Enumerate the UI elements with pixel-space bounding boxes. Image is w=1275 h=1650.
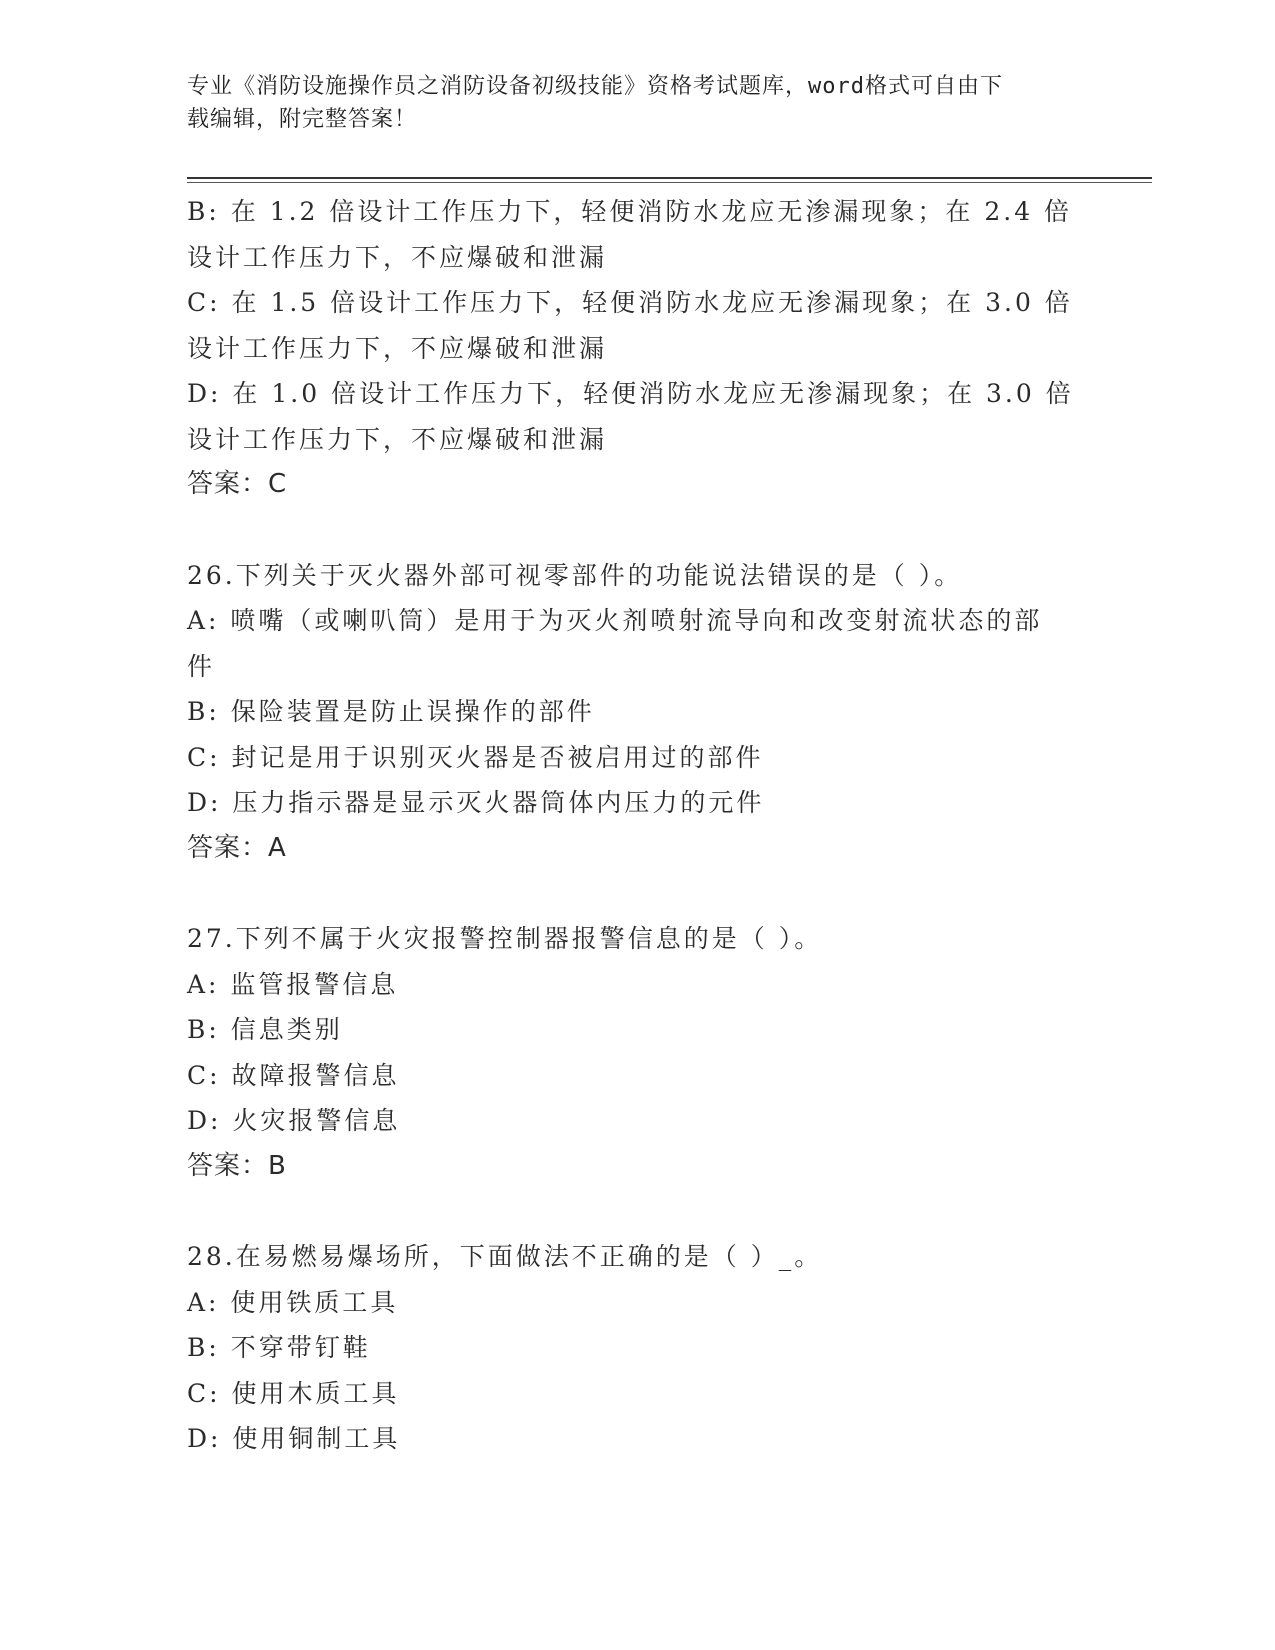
option-b-line-2: 设计工作压力下，不应爆破和泄漏	[187, 242, 608, 272]
option-a-line-1: A: 喷嘴（或喇叭筒）是用于为灭火剂喷射流导向和改变射流状态的部	[187, 606, 1043, 635]
question-28	[187, 1234, 1077, 1462]
answer: 答案：B	[187, 1150, 287, 1181]
option-d-line-1: D: 在 1.0 倍设计工作压力下，轻便消防水龙应无渗漏现象；在 3.0 倍	[187, 379, 1074, 408]
option-b-line-1: B: 在 1.2 倍设计工作压力下，轻便消防水龙应无渗漏现象；在 2.4 倍	[187, 197, 1073, 226]
question-25	[187, 189, 1077, 508]
option-a-line-2: 件	[187, 651, 216, 681]
option-d: D: 火灾报警信息	[187, 1106, 401, 1135]
document-header	[187, 70, 1077, 136]
question-26	[187, 553, 1077, 872]
question-content	[187, 189, 1077, 1462]
header-line-1: 专业《消防设施操作员之消防设备初级技能》资格考试题库，word格式可自由下	[187, 74, 1003, 99]
option-d-line-2: 设计工作压力下，不应爆破和泄漏	[187, 424, 608, 454]
answer: 答案：A	[187, 832, 287, 863]
option-c: C: 使用木质工具	[187, 1378, 400, 1408]
answer: 答案：C	[187, 469, 288, 499]
option-c-line-2: 设计工作压力下，不应爆破和泄漏	[187, 333, 608, 363]
option-c-line-1: C: 在 1.5 倍设计工作压力下，轻便消防水龙应无渗漏现象；在 3.0 倍	[187, 288, 1073, 317]
spacer	[187, 871, 1077, 916]
option-c: C: 封记是用于识别灭火器是否被启用过的部件	[187, 742, 764, 772]
question-27	[187, 916, 1077, 1189]
option-c: C: 故障报警信息	[187, 1060, 400, 1090]
option-a: A: 使用铁质工具	[187, 1287, 399, 1317]
option-d: D: 压力指示器是显示灭火器筒体内压力的元件	[187, 788, 765, 817]
header-divider-thick	[187, 177, 1152, 179]
header-line-2: 载编辑，附完整答案！	[187, 107, 418, 132]
question-text: 27.下列不属于火灾报警控制器报警信息的是（ ）。	[187, 924, 823, 953]
spacer	[187, 508, 1077, 553]
question-text: 26.下列关于灭火器外部可视零部件的功能说法错误的是（ ）。	[187, 560, 963, 590]
option-b: B: 不穿带钉鞋	[187, 1333, 371, 1362]
option-a: A: 监管报警信息	[187, 969, 399, 999]
option-b: B: 信息类别	[187, 1015, 343, 1044]
spacer	[187, 1189, 1077, 1234]
question-text: 28.在易燃易爆场所，下面做法不正确的是（ ）_。	[187, 1242, 823, 1271]
option-b: B: 保险装置是防止误操作的部件	[187, 697, 595, 726]
header-divider-thin	[187, 182, 1152, 183]
option-d: D: 使用铜制工具	[187, 1424, 401, 1453]
